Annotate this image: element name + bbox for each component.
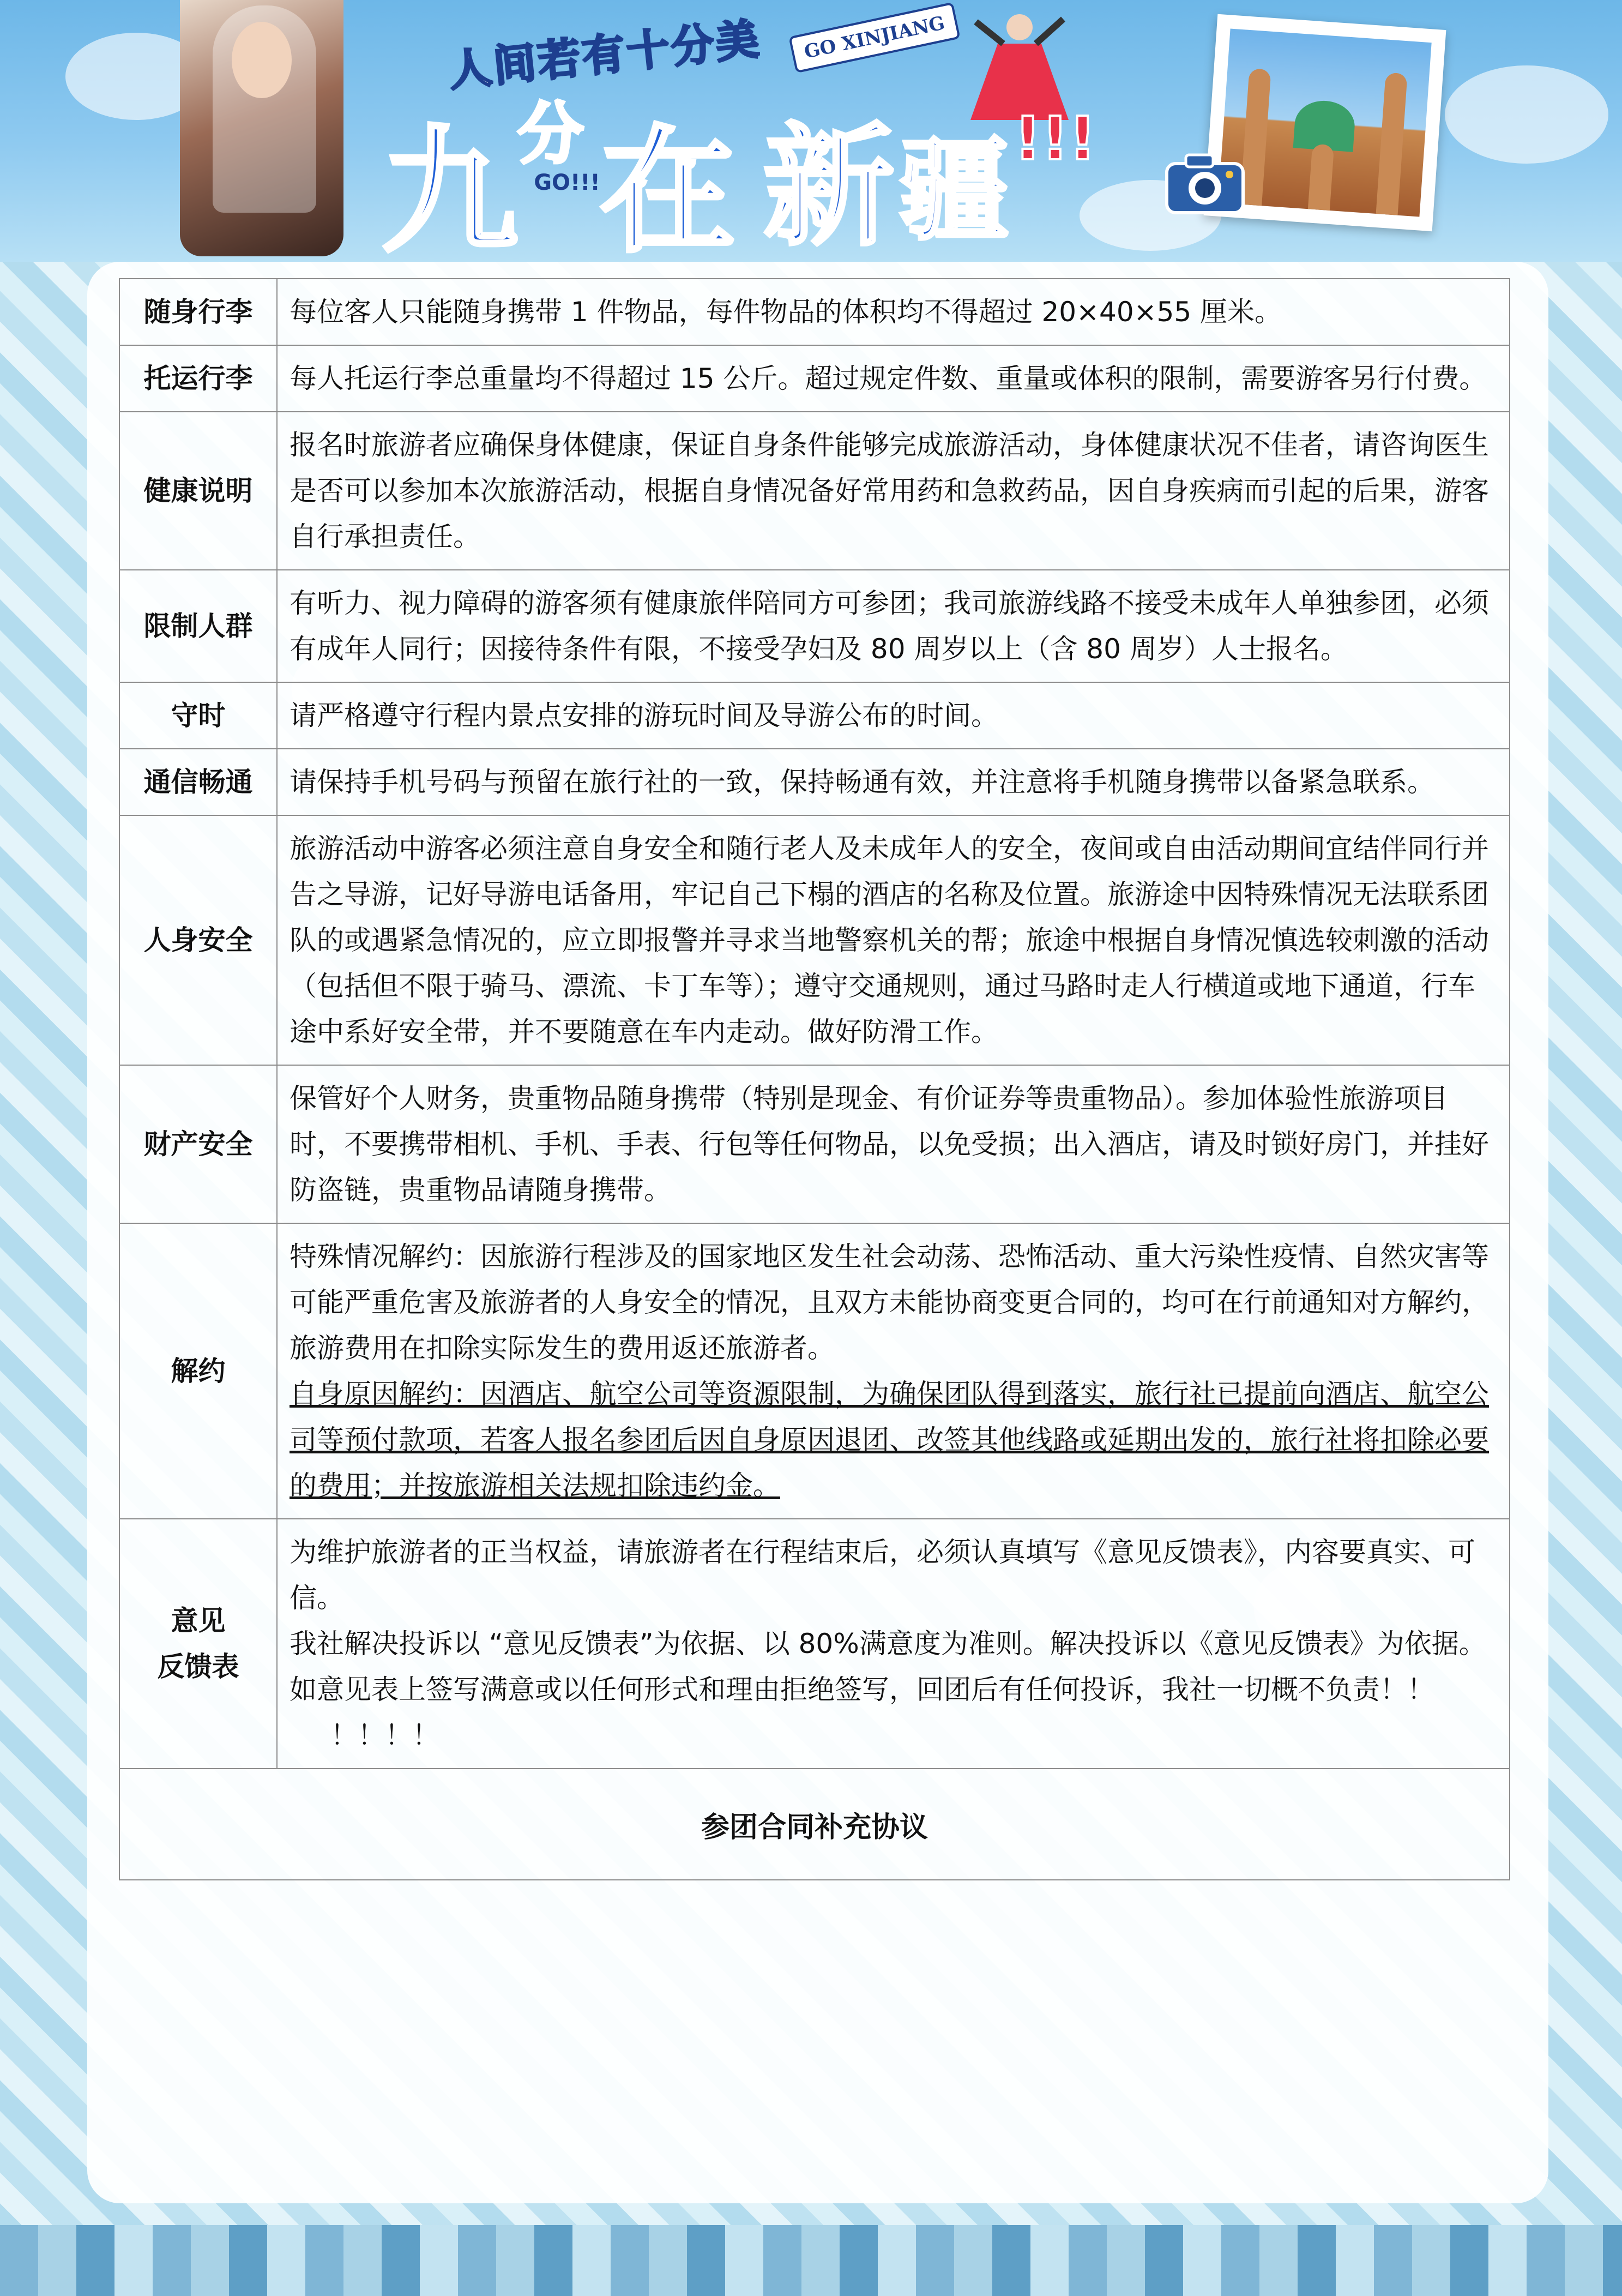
row-text: ！！！！	[330, 1720, 439, 1751]
minaret-shape	[1308, 144, 1334, 211]
row-label: 通信畅通	[119, 749, 277, 815]
row-label: 限制人群	[119, 570, 277, 682]
title-char-jiu: 九	[382, 112, 518, 262]
row-value	[277, 345, 1510, 412]
row-value	[277, 570, 1510, 682]
row-value	[277, 412, 1510, 570]
table-row	[119, 1223, 1510, 1519]
footer-title: 参团合同补充协议	[119, 1769, 1510, 1880]
banner-header	[0, 0, 1622, 262]
table-row	[119, 570, 1510, 682]
table-row	[119, 815, 1510, 1065]
row-label: 守时	[119, 682, 277, 749]
row-value	[277, 279, 1510, 345]
mosque-photo	[1218, 28, 1431, 217]
title-char-xin: 新	[763, 111, 895, 262]
row-text: 请保持手机号码与预留在旅行社的一致，保持畅通有效，并注意将手机随身携带以备紧急联系。	[290, 766, 1434, 798]
dome-shape	[1293, 99, 1356, 152]
row-text: 每位客人只能随身携带 1 件物品，每件物品的体积均不得超过 20×40×55 厘米。	[290, 296, 1282, 328]
row-label: 人身安全	[119, 815, 277, 1065]
row-value	[277, 1065, 1510, 1223]
go-tag: GO!!!	[534, 170, 600, 195]
title-exclamation: !!!	[1014, 104, 1096, 173]
table-footer-row	[119, 1769, 1510, 1880]
row-text-underlined: 自身原因解约：因酒店、航空公司等资源限制，为确保团队得到落实，旅行社已提前向酒店、航空公司等预付款项，若客人报名参团后因自身原因退团、改签其他线路或延期出发的，旅行社将扣除必要的费用；并按旅游相关法规扣除违约金。	[290, 1378, 1489, 1501]
minaret-shape	[1376, 73, 1408, 215]
table-row	[119, 279, 1510, 345]
table-row	[119, 1065, 1510, 1223]
row-value	[277, 1519, 1510, 1769]
row-text: 每人托运行李总重量均不得超过 15 公斤。超过规定件数、重量或体积的限制，需要游客另行付费。	[290, 363, 1487, 394]
row-text: 报名时旅游者应确保身体健康，保证自身条件能够完成旅游活动，身体健康状况不佳者，请咨询医生是否可以参加本次旅游活动，根据自身情况备好常用药和急救药品，因自身疾病而引起的后果，游客自行承担责任。	[290, 429, 1489, 552]
row-label-line: 意见	[171, 1605, 226, 1637]
camera-icon	[1161, 147, 1249, 218]
row-label: 财产安全	[119, 1065, 277, 1223]
table-row	[119, 412, 1510, 570]
row-label: 健康说明	[119, 412, 277, 570]
row-text: 旅游活动中游客必须注意自身安全和随行老人及未成年人的安全，夜间或自由活动期间宜结伴同行并告之导游，记好导游电话备用，牢记自己下榻的酒店的名称及位置。旅游途中因特殊情况无法联系团队的或遇紧急情况的，应立即报警并寻求当地警察机关的帮；旅途中根据自身情况慎选较刺激的活动（包括但不限于骑马、漂流、卡丁车等）；遵守交通规则，通过马路时走人行横道或地下通道，行车途中系好安全带，并不要随意在车内走动。做好防滑工作。	[290, 833, 1489, 1048]
xinjiang-girl-photo	[180, 0, 343, 256]
row-text: 为维护旅游者的正当权益，请旅游者在行程结束后，必须认真填写《意见反馈表》，内容要真实、可信。	[290, 1536, 1475, 1614]
row-label: 解约	[119, 1223, 277, 1519]
row-text: 请严格遵守行程内景点安排的游玩时间及导游公布的时间。	[290, 700, 998, 731]
table-row	[119, 1519, 1510, 1769]
row-label-line: 反馈表	[157, 1651, 239, 1682]
row-text: 有听力、视力障碍的游客须有健康旅伴陪同方可参团；我司旅游线路不接受未成年人单独参团，必须有成年人同行；因接待条件有限，不接受孕妇及 80 周岁以上（含 80 周岁）人士报名。	[290, 587, 1489, 665]
row-text: 特殊情况解约：因旅游行程涉及的国家地区发生社会动荡、恐怖活动、重大污染性疫情、自然灾害等可能严重危害及旅游者的人身安全的情况，且双方未能协商变更合同的，均可在行前通知对方解约，旅游费用在扣除实际发生的费用返还旅游者。	[290, 1241, 1489, 1364]
row-text: 如意见表上签写满意或以任何形式和理由拒绝签写，回团后有任何投诉，我社一切概不负责！！	[290, 1674, 1434, 1705]
table-row	[119, 682, 1510, 749]
title-char-zai: 在	[600, 112, 736, 262]
bottom-ornament-border	[0, 2225, 1622, 2296]
go-xinjiang-sign: GO XINJIANG	[788, 2, 960, 74]
row-value	[277, 682, 1510, 749]
row-value	[277, 815, 1510, 1065]
cloud-decor	[1445, 65, 1608, 164]
row-value	[277, 1223, 1510, 1519]
row-text: 我社解决投诉以 “意见反馈表”为依据、以 80%满意度为准则。解决投诉以《意见反馈表》为依据。	[290, 1628, 1486, 1660]
slogan-text: 人间若有十分美	[447, 14, 763, 97]
table-row	[119, 749, 1510, 815]
row-label: 托运行李	[119, 345, 277, 412]
row-text: 保管好个人财务，贵重物品随身携带（特别是现金、有价证券等贵重物品）。参加体验性旅游项目时，不要携带相机、手机、手表、行包等任何物品，以免受损；出入酒店，请及时锁好房门，并挂好防盗链，贵重物品请随身携带。	[290, 1083, 1489, 1206]
row-label: 随身行李	[119, 279, 277, 345]
table-row	[119, 345, 1510, 412]
row-label	[119, 1519, 277, 1769]
face-shape	[232, 22, 292, 98]
title-char-jiang: 疆	[900, 128, 1009, 255]
title-char-fen: 分	[518, 97, 583, 172]
row-value	[277, 749, 1510, 815]
travel-notice-table	[119, 278, 1510, 1880]
